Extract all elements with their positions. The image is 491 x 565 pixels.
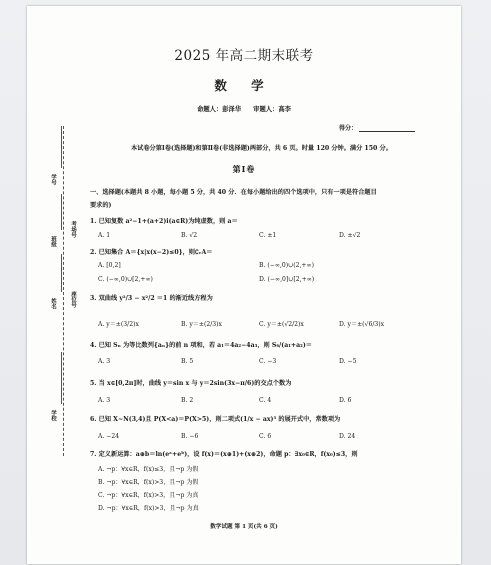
q7-option-d: D. ¬p：∀x∈R，f(x)>3，且¬p 为真 <box>98 505 199 512</box>
q3-option-a: A. y＝±(3/2)x <box>98 321 139 328</box>
question-6: 6. 已知 X~N(3,4)且 P(X<a)＝P(X>5)，则二项式(1/x − ax)⁵ 的展开式中，常数项为 <box>90 416 341 423</box>
exam-notice: 本试卷分第Ⅰ卷(选择题)和第Ⅱ卷(非选择题)两部分，共 6 页。时量 120 分钟。满分 150 分。 <box>131 145 392 152</box>
binding-label-school: 学校 <box>50 410 56 421</box>
binding-field-school <box>53 352 62 404</box>
setter-name: 命题人：彭泽华 <box>197 106 242 113</box>
q4-option-a: A. 3 <box>98 358 111 365</box>
binding-field-student-id <box>53 126 62 168</box>
authors-line <box>27 104 461 113</box>
q3-option-c: C. y＝±(√2/2)x <box>259 321 304 328</box>
exam-title: 2025 年高二期末联考 <box>174 48 314 64</box>
question-5: 5. 当 x∈[0,2π]时，曲线 y＝sin x 与 y＝2sin(3x−π/6)的交点个数为 <box>90 380 292 387</box>
q3-option-d: D. y＝±(√6/3)x <box>339 321 385 328</box>
q7-option-b: B. ¬p：∀x∈R，f(x)>3，且¬p 为假 <box>98 479 199 486</box>
question-1: 1. 已知复数 a²−1+(a+2)i(a∈R)为纯虚数，则 a＝ <box>90 218 238 225</box>
binding-label-seat: 座位号 <box>70 291 76 308</box>
question-4: 4. 已知 Sₙ 为等比数列{aₙ}的前 n 项和，若 a₁＝4a₂−4a₃，则 S₆/(a₁+a₂)＝ <box>90 342 312 349</box>
q7-option-c: C. ¬p：∀x∈R，f(x)>3，且¬p 为真 <box>98 492 199 499</box>
part-title: 第Ⅰ卷 <box>232 164 256 174</box>
question-7: 7. 定义新运算：a⊕b＝ln(eᵃ+eᵇ)，设 f(x)＝(x⊕1)+(x⊕2)，命题 p：∃x₀∈R，f(x₀)≤3，则 <box>90 451 358 458</box>
q2-option-d: D. (−∞,0]∪[2,+∞) <box>259 276 315 283</box>
q5-option-d: D. 6 <box>339 397 352 404</box>
binding-field-name <box>53 254 62 292</box>
q6-option-d: D. 24 <box>339 433 356 440</box>
subject-title: 数 学 <box>214 78 274 93</box>
binding-label-room: 考场号 <box>70 221 76 238</box>
score-field <box>339 123 415 132</box>
q1-option-d: D. ±√2 <box>339 232 361 239</box>
q4-option-b: B. 5 <box>181 358 194 365</box>
question-3: 3. 双曲线 y²/3 − x²/2 ＝1 的渐近线方程为 <box>90 295 213 302</box>
q6-option-a: A. −24 <box>98 433 120 440</box>
q5-option-c: C. 4 <box>259 397 272 404</box>
binding-label-class: 班级 <box>50 236 56 247</box>
q1-option-a: A. 1 <box>98 232 111 239</box>
q4-option-d: D. −5 <box>339 358 357 365</box>
question-2: 2. 已知集合 A＝{x|x(x−2)≤0}，则∁ᵣA＝ <box>90 249 213 256</box>
q5-option-b: B. 2 <box>181 397 194 404</box>
section-heading-cont: 要求的) <box>90 202 112 209</box>
reviewer-name: 审题人：高李 <box>253 106 291 113</box>
binding-label-name: 姓名 <box>50 298 56 309</box>
q4-option-c: C. −3 <box>259 358 277 365</box>
binding-label-student-id: 学号 <box>50 174 56 185</box>
binding-dashed-line <box>63 126 64 456</box>
q2-option-a: A. [0,2] <box>98 262 121 269</box>
q1-option-b: B. √2 <box>181 232 198 239</box>
page-footer: 数学试题 第 1 页(共 6 页) <box>210 524 278 530</box>
q5-option-a: A. 3 <box>98 397 111 404</box>
score-blank <box>359 125 415 132</box>
q2-option-c: C. (−∞,0)∪[2,+∞) <box>98 276 153 283</box>
score-label: 得分： <box>339 125 358 132</box>
exam-page <box>27 6 461 564</box>
q6-option-c: C. 6 <box>259 433 272 440</box>
q3-option-b: B. y＝±(2/3)x <box>181 321 222 328</box>
q6-option-b: B. −6 <box>181 433 199 440</box>
binding-field-class <box>53 194 62 230</box>
q2-option-b: B. (−∞,0)∪(2,+∞) <box>259 262 314 269</box>
section-heading: 一、选择题(本题共 8 小题，每小题 5 分，共 40 分．在每小题给出的四个选项中，只有一项是符合题目 <box>90 189 377 196</box>
q7-option-a: A. ¬p：∀x∈R，f(x)≤3，且¬p 为假 <box>98 466 199 473</box>
q1-option-c: C. ±1 <box>259 232 277 239</box>
